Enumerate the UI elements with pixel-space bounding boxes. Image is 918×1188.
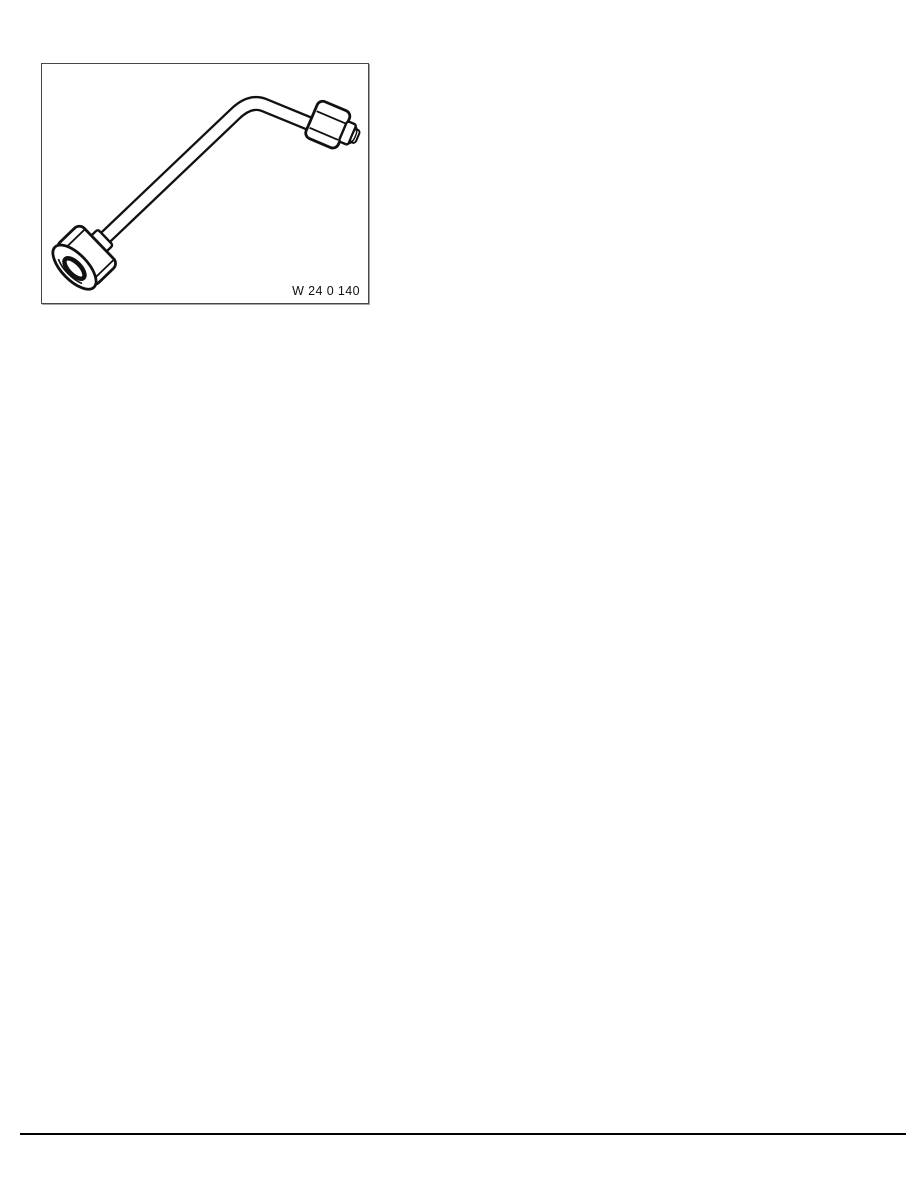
- pipe-tube: [88, 103, 320, 254]
- hex-fitting-icon: [304, 99, 366, 155]
- technical-figure: [41, 63, 369, 304]
- footer-rule: [20, 1133, 906, 1135]
- bent-pipe-illustration: [42, 64, 368, 303]
- figure-code-label: W 24 0 140: [292, 283, 360, 298]
